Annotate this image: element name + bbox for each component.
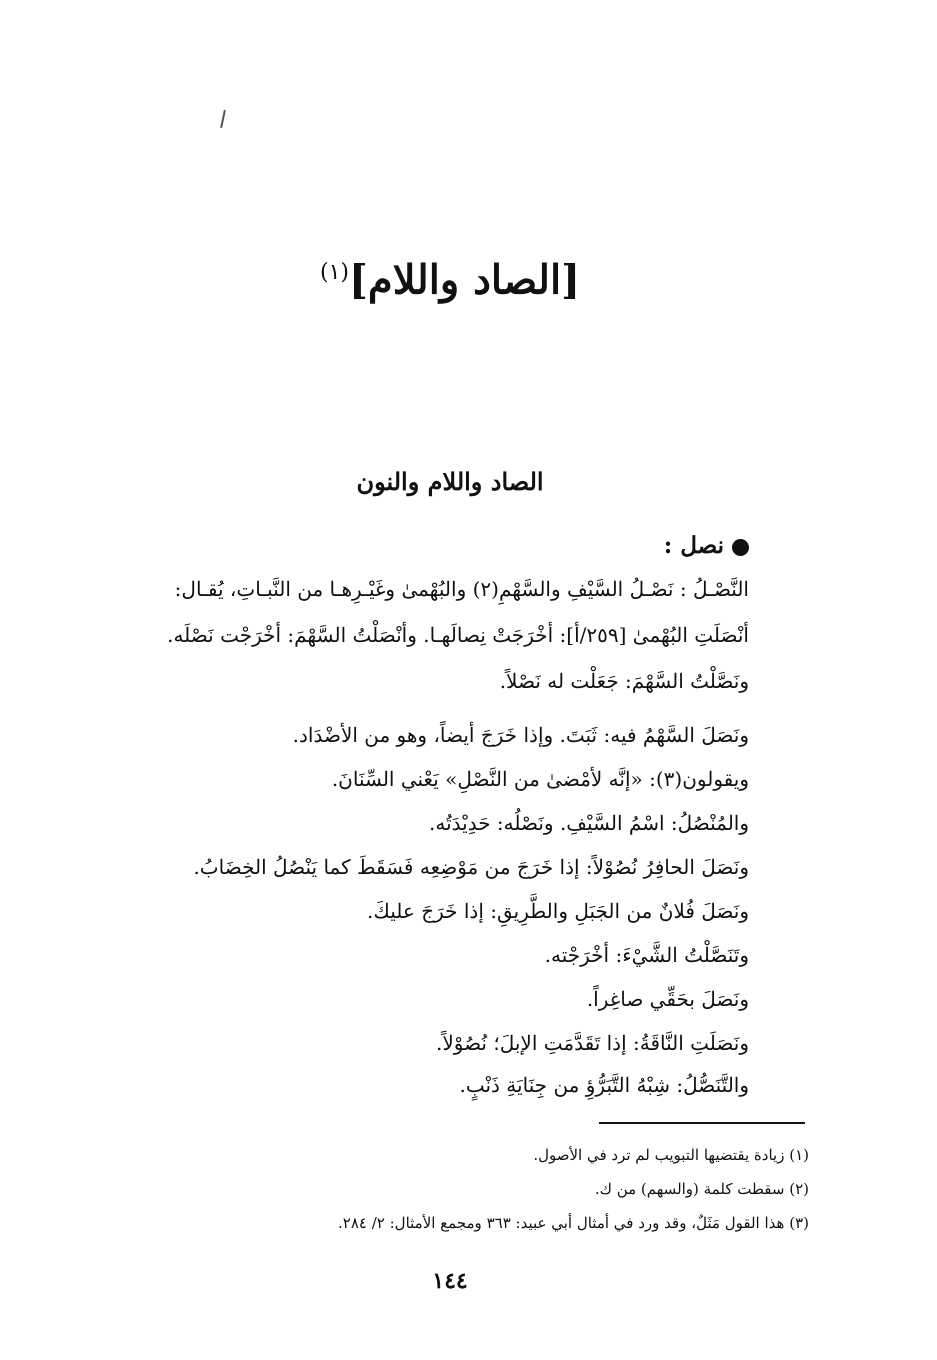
- entry-heading-text: نصل :: [663, 532, 724, 559]
- stray-pen-mark: [220, 110, 226, 128]
- footnote-divider: [599, 1122, 805, 1124]
- entry-line: ونَصَلَ بحَقِّي صاغِراً.: [586, 987, 749, 1011]
- entry-line: والمُنْصُلُ: اسْمُ السَّيْفِ. ونَصْلُه: حَدِيْدَتُه.: [429, 811, 749, 835]
- footnote: (٢) سقطت كلمة (والسهم) من ك.: [594, 1180, 809, 1198]
- paragraph-line: النَّصْـلُ : نَصْـلُ السَّيْفِ والسَّهْمِ(٢) والبُهْمىٰ وغَيْـرِهـا من النَّبـاتِ، يُقـال:: [174, 577, 749, 601]
- bullet-icon: [732, 539, 749, 556]
- footnote: (٣) هذا القول مَثَلٌ، وقد ورد في أمثال أبي عبيد: ٣٦٣ ومجمع الأمثال: ٢/ ٢٨٤.: [338, 1214, 809, 1232]
- entry-heading: [664, 528, 749, 564]
- paragraph-line: أنْصَلَتِ البُهْمىٰ [٢٥٩/أ]: أخْرَجَتْ نِصالَهـا. وأنْصَلْتُ السَّهْمَ: أخْرَجْت نَصْلَه.: [167, 623, 749, 647]
- entry-line: ويقولون(٣): «إنَّه لأمْضىٰ من النَّصْلِ» يَعْني السِّنَانَ.: [331, 767, 749, 791]
- entry-line: ونَصَلَ فُلانٌ من الجَبَلِ والطَّرِيقِ: إذا خَرَجَ عليكَ.: [367, 899, 749, 923]
- entry-line: ونَصَلَ الحافِرُ نُصُوْلاً: إذا خَرَجَ من مَوْضِعِه فَسَقَطَ كما يَنْصُلُ الخِضَابُ.: [193, 855, 749, 879]
- section-title: الصاد واللام والنون: [356, 467, 544, 496]
- entry-line: ونَصَلَ السَّهْمُ فيه: ثَبَتَ. وإذا خَرَجَ أيضاً، وهو من الأضْدَاد.: [292, 723, 749, 747]
- paragraph-line: ونَصَّلْتُ السَّهْمَ: جَعَلْت له نَصْلاً.: [499, 669, 749, 693]
- footnote: (١) زيادة يقتضيها التبويب لم ترد في الأصول.: [533, 1146, 809, 1164]
- entry-line: وتَنَصَّلْتُ الشَّيْءَ: أخْرَجْته.: [544, 943, 749, 967]
- entry-line: ونَصَلَتِ النَّاقَةُ: إذا تَقَدَّمَتِ الإبلَ؛ نُصُوْلاً.: [435, 1031, 749, 1055]
- entry-line: والتَّنَصُّلُ: شِبْهُ التَّبَرُّؤِ من جِنَايَةِ ذَنْبٍ.: [459, 1073, 749, 1097]
- chapter-title: [0, 243, 900, 310]
- chapter-footnote-ref: (١): [319, 260, 349, 285]
- page-number: ١٤٤: [432, 1268, 468, 1294]
- chapter-title-text: [الصاد واللام]: [349, 256, 581, 304]
